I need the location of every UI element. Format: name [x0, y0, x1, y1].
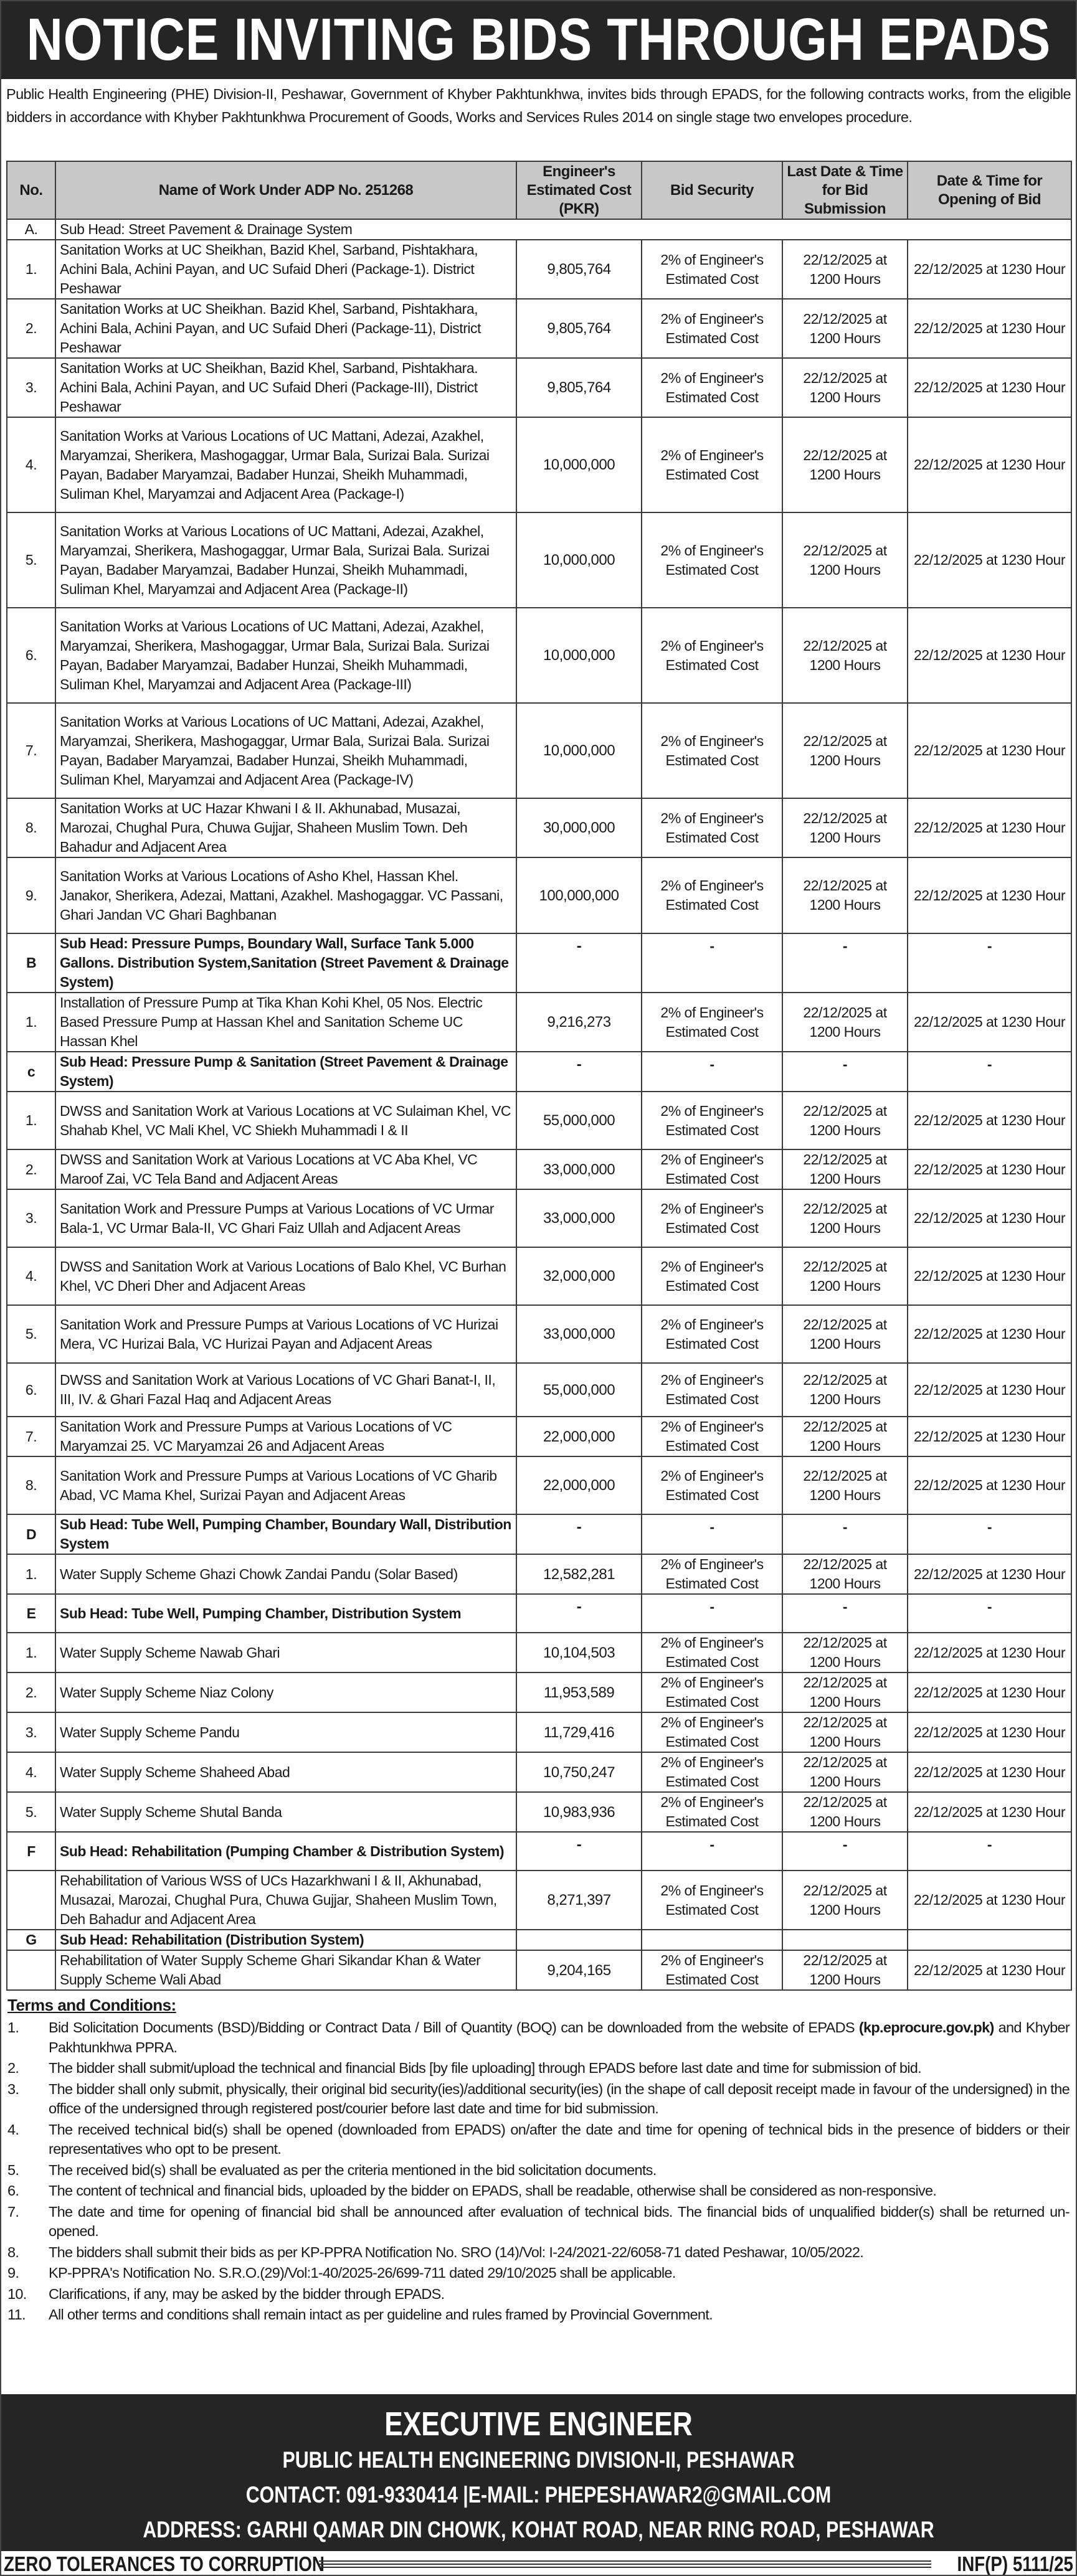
bid-security: 2% of Engineer's Estimated Cost	[642, 608, 782, 703]
last-date-time: 22/12/2025 at 1200 Hours	[782, 358, 908, 417]
work-name: Sanitation Work and Pressure Pumps at Various Locations of VC Gharib Abad, VC Mama Khel, Surizai Payan and Adjacent Areas	[55, 1456, 516, 1514]
estimated-cost	[516, 1930, 642, 1950]
last-date-time: 22/12/2025 at 1200 Hours	[782, 1092, 908, 1149]
header-last-date: Last Date & Time for Bid Submission	[782, 161, 908, 219]
work-name: Sanitation Works at Various Locations of UC Mattani, Adezai, Azakhel, Maryamzai, Sherikera, Mashogaggar, Urmar Bala, Surizai Bala. Surizai Payan, Badaber Maryamzai, Badaber Hunzai, Sheikh Muhammadi, Suliman Khel, Maryamzai and Adjacent Area (Package-II)	[55, 512, 516, 608]
bid-security: 2% of Engineer's Estimated Cost	[642, 299, 782, 358]
work-name: Sanitation Work and Pressure Pumps at Various Locations of VC Maryamzai 25. VC Maryamzai 26 and Adjacent Areas	[55, 1417, 516, 1456]
table-row	[7, 857, 1071, 933]
term-text	[49, 2120, 1070, 2159]
opening-date-time: 22/12/2025 at 1230 Hour	[908, 1092, 1071, 1149]
estimated-cost: 55,000,000	[516, 1092, 642, 1149]
work-name: Water Supply Scheme Niaz Colony	[55, 1673, 516, 1712]
bid-security: -	[642, 933, 782, 993]
table-row	[7, 417, 1071, 512]
opening-date-time: 22/12/2025 at 1230 Hour	[908, 1305, 1071, 1363]
footer-designation: EXECUTIVE ENGINEER	[384, 2405, 693, 2443]
work-name: Water Supply Scheme Pandu	[55, 1712, 516, 1752]
opening-date-time: -	[908, 1832, 1071, 1871]
slogan: ZERO TOLERANCES TO CORRUPTION	[4, 2552, 325, 2575]
opening-date-time: 22/12/2025 at 1230 Hour	[908, 1950, 1071, 1990]
divider-rule	[319, 2560, 931, 2568]
subhead-row	[7, 1052, 1071, 1092]
term-number: 9.	[7, 2265, 19, 2281]
estimated-cost: 32,000,000	[516, 1247, 642, 1305]
subhead-title: Sub Head: Pressure Pumps, Boundary Wall, Surface Tank 5.000 Gallons. Distribution System,Sanitation (Street Pavement & Drainage System)	[55, 933, 516, 993]
estimated-cost: 55,000,000	[516, 1363, 642, 1417]
estimated-cost: 33,000,000	[516, 1149, 642, 1189]
opening-date-time: 22/12/2025 at 1230 Hour	[908, 798, 1071, 857]
work-name: Water Supply Scheme Nawab Ghari	[55, 1633, 516, 1673]
table-row	[7, 1752, 1071, 1792]
bid-security: 2% of Engineer's Estimated Cost	[642, 1417, 782, 1456]
opening-date-time: 22/12/2025 at 1230 Hour	[908, 1554, 1071, 1594]
row-number: 2.	[7, 1149, 55, 1189]
bid-security: 2% of Engineer's Estimated Cost	[642, 1752, 782, 1792]
row-number: 5.	[7, 1305, 55, 1363]
last-date-time: 22/12/2025 at 1200 Hours	[782, 1792, 908, 1832]
last-date-time: -	[782, 1514, 908, 1554]
bid-security: 2% of Engineer's Estimated Cost	[642, 1871, 782, 1930]
table-row	[7, 1363, 1071, 1417]
bid-security: 2% of Engineer's Estimated Cost	[642, 1633, 782, 1673]
work-name: Rehabilitation of Various WSS of UCs Hazarkhwani I & II, Akhunabad, Musazai, Marozai, Chughal Pura, Chuwa Gujjar, Shaheen Muslim Town, Deh Bahadur and Adjacent Area	[55, 1871, 516, 1930]
opening-date-time: 22/12/2025 at 1230 Hour	[908, 993, 1071, 1052]
row-number: 3.	[7, 358, 55, 417]
table-row	[7, 358, 1071, 417]
estimated-cost: -	[516, 1594, 642, 1633]
table-row	[7, 1189, 1071, 1247]
bid-security: 2% of Engineer's Estimated Cost	[642, 1149, 782, 1189]
work-name: Sanitation Works at UC Hazar Khwani I & II. Akhunabad, Musazai, Marozai, Chughal Pura, Chuwa Gujjar, Shaheen Muslim Town. Deh Bahadur and Adjacent Area	[55, 798, 516, 857]
table-row	[7, 798, 1071, 857]
row-number: F	[7, 1832, 55, 1871]
terms-section	[1, 1991, 1076, 2325]
bids-table	[6, 161, 1072, 1991]
estimated-cost: 33,000,000	[516, 1305, 642, 1363]
last-date-time: 22/12/2025 at 1200 Hours	[782, 1363, 908, 1417]
last-date-time: 22/12/2025 at 1200 Hours	[782, 512, 908, 608]
opening-date-time: 22/12/2025 at 1230 Hour	[908, 1456, 1071, 1514]
term-number: 3.	[7, 2080, 19, 2097]
bid-security: 2% of Engineer's Estimated Cost	[642, 1456, 782, 1514]
bid-security: 2% of Engineer's Estimated Cost	[642, 417, 782, 512]
table-row	[7, 1305, 1071, 1363]
last-date-time: 22/12/2025 at 1200 Hours	[782, 1456, 908, 1514]
footer-office: PUBLIC HEALTH ENGINEERING DIVISION-II, PESHAWAR	[282, 2447, 795, 2473]
term-text	[49, 2285, 1070, 2305]
term-number: 1.	[7, 2019, 19, 2036]
subhead-title: Sub Head: Rehabilitation (Distribution System)	[55, 1930, 516, 1950]
header-opening: Date & Time for Opening of Bid	[908, 161, 1071, 219]
work-name: Sanitation Works at UC Sheikhan, Bazid Khel, Sarband, Pishtakhara. Achini Bala, Achini Payan, and UC Sufaid Dheri (Package-III), District Peshawar	[55, 358, 516, 417]
subhead-row	[7, 1832, 1071, 1871]
header-cost: Engineer's Estimated Cost (PKR)	[516, 161, 642, 219]
opening-date-time: 22/12/2025 at 1230 Hour	[908, 1752, 1071, 1792]
term-text-after: and Khyber Pakhtunkhwa PPRA.	[49, 2019, 1070, 2055]
row-number: 7.	[7, 703, 55, 798]
table-row	[7, 1417, 1071, 1456]
row-number: 5.	[7, 1792, 55, 1832]
term-item	[7, 2263, 1070, 2283]
subhead-row	[7, 1930, 1071, 1950]
last-date-time: 22/12/2025 at 1200 Hours	[782, 1950, 908, 1990]
estimated-cost: 22,000,000	[516, 1417, 642, 1456]
estimated-cost: 9,805,764	[516, 299, 642, 358]
term-text-main: The bidders shall submit their bids as per KP-PPRA Notification No. SRO (14)/Vol: I-24/2021-22/6058-71 dated Peshawar, 10/05/2022.	[49, 2243, 864, 2260]
estimated-cost: 9,805,764	[516, 240, 642, 299]
intro-paragraph: Public Health Engineering (PHE) Division-II, Peshawar, Government of Khyber Pakhtunkhwa, invites bids through EPADS, for the following contracts works, from the eligible bidders in accordance with Khyber Pakhtunkhwa Procurement of Goods, Works and Services Rules 2014 on single stage two envelopes procedure.	[6, 86, 1071, 125]
last-date-time: -	[782, 933, 908, 993]
term-item	[7, 2202, 1070, 2242]
opening-date-time	[908, 1930, 1071, 1950]
estimated-cost: 10,000,000	[516, 512, 642, 608]
term-text	[49, 2018, 1070, 2057]
bid-security: 2% of Engineer's Estimated Cost	[642, 1305, 782, 1363]
estimated-cost: 8,271,397	[516, 1871, 642, 1930]
estimated-cost: 11,729,416	[516, 1712, 642, 1752]
subhead-title: Sub Head: Tube Well, Pumping Chamber, Boundary Wall, Distribution System	[55, 1514, 516, 1554]
opening-date-time: -	[908, 1514, 1071, 1554]
term-text	[49, 2161, 1070, 2181]
work-name: Sanitation Work and Pressure Pumps at Various Locations of VC Urmar Bala-1, VC Urmar Bala-II, VC Ghari Faiz Ullah and Adjacent Areas	[55, 1189, 516, 1247]
row-number: 8.	[7, 798, 55, 857]
work-name: Sanitation Works at UC Sheikhan, Bazid Khel, Sarband, Pishtakhara, Achini Bala, Achini Payan, and UC Sufaid Dheri (Package-1). District Peshawar	[55, 240, 516, 299]
last-date-time: 22/12/2025 at 1200 Hours	[782, 1633, 908, 1673]
term-item	[7, 2285, 1070, 2305]
term-number: 8.	[7, 2243, 19, 2260]
bid-security: 2% of Engineer's Estimated Cost	[642, 857, 782, 933]
term-text-main: The content of technical and financial bids, uploaded by the bidder on EPADS, shall be readable, otherwise shall be considered as non-responsive.	[49, 2182, 937, 2199]
term-text-main: The bidder shall only submit, physically, their original bid security(ies)/additional security(ies) (in the shape of call deposit receipt made in favour of the undersigned) in the office of the undersigned through registered post/courier before last date and time for bid submission.	[49, 2080, 1070, 2116]
row-number: 4.	[7, 1247, 55, 1305]
bid-security: 2% of Engineer's Estimated Cost	[642, 1189, 782, 1247]
row-number: 1.	[7, 1092, 55, 1149]
work-name: DWSS and Sanitation Work at Various Locations of Balo Khel, VC Burhan Khel, VC Dheri Dher and Adjacent Areas	[55, 1247, 516, 1305]
bid-security: 2% of Engineer's Estimated Cost	[642, 240, 782, 299]
last-date-time: -	[782, 1832, 908, 1871]
last-date-time: 22/12/2025 at 1200 Hours	[782, 1149, 908, 1189]
subhead-row	[7, 933, 1071, 993]
opening-date-time: 22/12/2025 at 1230 Hour	[908, 857, 1071, 933]
row-number: 5.	[7, 512, 55, 608]
bid-security: 2% of Engineer's Estimated Cost	[642, 1950, 782, 1990]
estimated-cost: 30,000,000	[516, 798, 642, 857]
work-name: Sanitation Work and Pressure Pumps at Various Locations of VC Hurizai Mera, VC Hurizai Bala, VC Hurizai Payan and Adjacent Areas	[55, 1305, 516, 1363]
bid-security: -	[642, 1594, 782, 1633]
work-name: Sanitation Works at Various Locations of UC Mattani, Adezai, Azakhel, Maryamzai, Sherikera, Mashogaggar, Urmar Bala, Surizai Bala. Surizai Payan, Badaber Maryamzai, Badaber Hunzai, Sheikh Muhammadi, Suliman Khel, Maryamzai and Adjacent Area (Package-I)	[55, 417, 516, 512]
row-number: A.	[7, 219, 55, 240]
work-name: Installation of Pressure Pump at Tika Khan Kohi Khel, 05 Nos. Electric Based Pressure Pump at Hassan Khel and Sanitation Scheme UC Hassan Khel	[55, 993, 516, 1052]
opening-date-time: 22/12/2025 at 1230 Hour	[908, 1363, 1071, 1417]
last-date-time: 22/12/2025 at 1200 Hours	[782, 798, 908, 857]
term-text-main: The date and time for opening of financial bid shall be announced after evaluation of technical bids. The financial bids of unqualified bidder(s) shall be returned un-opened.	[49, 2203, 1070, 2239]
term-item	[7, 2161, 1070, 2181]
term-number: 2.	[7, 2060, 19, 2076]
header-no: No.	[7, 161, 55, 219]
terms-list	[7, 2018, 1070, 2325]
estimated-cost: 33,000,000	[516, 1189, 642, 1247]
row-number: 8.	[7, 1456, 55, 1514]
estimated-cost: 10,000,000	[516, 417, 642, 512]
row-number: G	[7, 1930, 55, 1950]
term-item	[7, 2018, 1070, 2057]
table-header-row	[7, 161, 1071, 219]
row-number: 6.	[7, 1363, 55, 1417]
term-item	[7, 2120, 1070, 2159]
row-number	[7, 1871, 55, 1930]
opening-date-time: 22/12/2025 at 1230 Hour	[908, 358, 1071, 417]
row-number: 1.	[7, 1633, 55, 1673]
work-name: Water Supply Scheme Shutal Banda	[55, 1792, 516, 1832]
opening-date-time: 22/12/2025 at 1230 Hour	[908, 608, 1071, 703]
term-text	[49, 2263, 1070, 2283]
bid-security: -	[642, 1514, 782, 1554]
term-number: 7.	[7, 2203, 19, 2220]
bid-security: 2% of Engineer's Estimated Cost	[642, 1363, 782, 1417]
table-row	[7, 1673, 1071, 1712]
subhead-row	[7, 219, 1071, 240]
last-date-time: 22/12/2025 at 1200 Hours	[782, 1305, 908, 1363]
estimated-cost: 22,000,000	[516, 1456, 642, 1514]
row-number: 4.	[7, 1752, 55, 1792]
opening-date-time: 22/12/2025 at 1230 Hour	[908, 512, 1071, 608]
bid-security: 2% of Engineer's Estimated Cost	[642, 1554, 782, 1594]
subhead-title: Sub Head: Street Pavement & Drainage System	[55, 219, 1071, 240]
last-date-time: 22/12/2025 at 1200 Hours	[782, 1247, 908, 1305]
last-date-time: 22/12/2025 at 1200 Hours	[782, 703, 908, 798]
row-number: 1.	[7, 993, 55, 1052]
work-name: DWSS and Sanitation Work at Various Locations at VC Aba Khel, VC Maroof Zai, VC Tela Band and Adjacent Areas	[55, 1149, 516, 1189]
table-row	[7, 608, 1071, 703]
estimated-cost: 10,104,503	[516, 1633, 642, 1673]
last-date-time: 22/12/2025 at 1200 Hours	[782, 1673, 908, 1712]
subhead-title: Sub Head: Rehabilitation (Pumping Chamber & Distribution System)	[55, 1832, 516, 1871]
estimated-cost: 10,000,000	[516, 703, 642, 798]
work-name: Water Supply Scheme Ghazi Chowk Zandai Pandu (Solar Based)	[55, 1554, 516, 1594]
table-row	[7, 703, 1071, 798]
page-title: NOTICE INVITING BIDS THROUGH EPADS	[26, 6, 1051, 73]
row-number: 1.	[7, 1554, 55, 1594]
term-text-main: The received technical bid(s) shall be opened (downloaded from EPADS) on/after the date and time for opening of technical bids in the presence of bidders or their representatives who opt to be present.	[49, 2121, 1070, 2157]
bid-security: 2% of Engineer's Estimated Cost	[642, 1673, 782, 1712]
opening-date-time: 22/12/2025 at 1230 Hour	[908, 1189, 1071, 1247]
term-text	[49, 2080, 1070, 2119]
estimated-cost: 11,953,589	[516, 1673, 642, 1712]
footer-banner	[0, 2394, 1077, 2551]
title-banner	[0, 0, 1077, 79]
opening-date-time: -	[908, 1052, 1071, 1092]
opening-date-time: 22/12/2025 at 1230 Hour	[908, 1149, 1071, 1189]
last-date-time: 22/12/2025 at 1200 Hours	[782, 1189, 908, 1247]
term-text-main: All other terms and conditions shall remain intact as per guideline and rules framed by Provincial Government.	[49, 2306, 713, 2323]
work-name: DWSS and Sanitation Work at Various Locations at VC Sulaiman Khel, VC Shahab Khel, VC Mali Khel, VC Shiekh Muhammadi I & II	[55, 1092, 516, 1149]
last-date-time: 22/12/2025 at 1200 Hours	[782, 299, 908, 358]
opening-date-time: 22/12/2025 at 1230 Hour	[908, 1417, 1071, 1456]
footer-address: ADDRESS: GARHI QAMAR DIN CHOWK, KOHAT ROAD, NEAR RING ROAD, PESHAWAR	[143, 2517, 934, 2542]
term-text-main: Bid Solicitation Documents (BSD)/Bidding or Contract Data / Bill of Quantity (BOQ) can be downloaded from the website of EPADS	[49, 2019, 859, 2036]
row-number: 2.	[7, 1673, 55, 1712]
estimated-cost: 10,000,000	[516, 608, 642, 703]
table-row	[7, 1712, 1071, 1752]
opening-date-time: 22/12/2025 at 1230 Hour	[908, 703, 1071, 798]
opening-date-time: 22/12/2025 at 1230 Hour	[908, 1792, 1071, 1832]
opening-date-time: 22/12/2025 at 1230 Hour	[908, 1871, 1071, 1930]
term-number: 11.	[7, 2306, 26, 2323]
table-row	[7, 1554, 1071, 1594]
bid-security: 2% of Engineer's Estimated Cost	[642, 512, 782, 608]
table-row	[7, 1092, 1071, 1149]
last-date-time: 22/12/2025 at 1200 Hours	[782, 1417, 908, 1456]
footer-contact: CONTACT: 091-9330414 |E-MAIL: PHEPESHAWAR2@GMAIL.COM	[245, 2482, 832, 2508]
bid-security: 2% of Engineer's Estimated Cost	[642, 798, 782, 857]
last-date-time: 22/12/2025 at 1200 Hours	[782, 1712, 908, 1752]
bid-security: 2% of Engineer's Estimated Cost	[642, 1092, 782, 1149]
term-text-main: The bidder shall submit/upload the technical and financial Bids [by file uploading] through EPADS before last date and time for submission of bid.	[49, 2060, 921, 2076]
last-date-time: 22/12/2025 at 1200 Hours	[782, 1752, 908, 1792]
last-date-time: 22/12/2025 at 1200 Hours	[782, 993, 908, 1052]
term-text	[49, 2243, 1070, 2263]
row-number: B	[7, 933, 55, 993]
term-item	[7, 2080, 1070, 2119]
subhead-title: Sub Head: Tube Well, Pumping Chamber, Distribution System	[55, 1594, 516, 1633]
estimated-cost: -	[516, 1514, 642, 1554]
term-text-main: Clarifications, if any, may be asked by the bidder through EPADS.	[49, 2285, 445, 2302]
work-name: Sanitation Works at Various Locations of UC Mattani, Adezai, Azakhel, Maryamzai, Sherikera, Mashogaggar, Urmar Bala, Surizai Bala. Surizai Payan, Badaber Maryamzai, Badaber Hunzai, Sheikh Muhammadi, Suliman Khel, Maryamzai and Adjacent Area (Package-III)	[55, 608, 516, 703]
opening-date-time: -	[908, 1594, 1071, 1633]
opening-date-time: 22/12/2025 at 1230 Hour	[908, 299, 1071, 358]
row-number: 6.	[7, 608, 55, 703]
terms-heading: Terms and Conditions:	[7, 1996, 176, 2014]
work-name: Sanitation Works at Various Locations of UC Mattani, Adezai, Azakhel, Maryamzai, Sherikera, Mashogaggar, Urmar Bala, Surizai Bala. Surizai Payan, Badaber Maryamzai, Badaber Hunzai, Sheikh Muhammadi, Suliman Khel, Maryamzai and Adjacent Area (Package-IV)	[55, 703, 516, 798]
bid-security: 2% of Engineer's Estimated Cost	[642, 1792, 782, 1832]
last-date-time	[782, 1930, 908, 1950]
bid-security: 2% of Engineer's Estimated Cost	[642, 1712, 782, 1752]
last-date-time: 22/12/2025 at 1200 Hours	[782, 1554, 908, 1594]
term-text	[49, 2305, 1070, 2325]
row-number: 7.	[7, 1417, 55, 1456]
opening-date-time: 22/12/2025 at 1230 Hour	[908, 240, 1071, 299]
term-item	[7, 2305, 1070, 2325]
work-name: DWSS and Sanitation Work at Various Locations of VC Ghari Banat-I, II, III, IV. & Ghari Fazal Haq and Adjacent Areas	[55, 1363, 516, 1417]
row-number: 3.	[7, 1712, 55, 1752]
opening-date-time: -	[908, 933, 1071, 993]
estimated-cost: -	[516, 933, 642, 993]
opening-date-time: 22/12/2025 at 1230 Hour	[908, 1633, 1071, 1673]
last-date-time: 22/12/2025 at 1200 Hours	[782, 857, 908, 933]
opening-date-time: 22/12/2025 at 1230 Hour	[908, 1673, 1071, 1712]
estimated-cost: 10,983,936	[516, 1792, 642, 1832]
table-row	[7, 1247, 1071, 1305]
table-row	[7, 1871, 1071, 1930]
term-text	[49, 2059, 1070, 2078]
last-date-time: 22/12/2025 at 1200 Hours	[782, 1871, 908, 1930]
bottom-strip	[1, 2552, 1076, 2576]
row-number	[7, 1950, 55, 1990]
table-row	[7, 993, 1071, 1052]
estimated-cost: -	[516, 1052, 642, 1092]
row-number: E	[7, 1594, 55, 1633]
bid-security: 2% of Engineer's Estimated Cost	[642, 358, 782, 417]
bid-security: 2% of Engineer's Estimated Cost	[642, 993, 782, 1052]
row-number: 9.	[7, 857, 55, 933]
last-date-time: -	[782, 1052, 908, 1092]
term-text	[49, 2181, 1070, 2201]
estimated-cost: 12,582,281	[516, 1554, 642, 1594]
bid-security: 2% of Engineer's Estimated Cost	[642, 703, 782, 798]
row-number: 3.	[7, 1189, 55, 1247]
table-row	[7, 240, 1071, 299]
work-name: Rehabilitation of Water Supply Scheme Ghari Sikandar Khan & Water Supply Scheme Wali Abad	[55, 1950, 516, 1990]
row-number: D	[7, 1514, 55, 1554]
last-date-time: 22/12/2025 at 1200 Hours	[782, 417, 908, 512]
bid-security: -	[642, 1832, 782, 1871]
last-date-time: 22/12/2025 at 1200 Hours	[782, 240, 908, 299]
opening-date-time: 22/12/2025 at 1230 Hour	[908, 417, 1071, 512]
opening-date-time: 22/12/2025 at 1230 Hour	[908, 1247, 1071, 1305]
estimated-cost: 10,750,247	[516, 1752, 642, 1792]
estimated-cost: 9,805,764	[516, 358, 642, 417]
reference-number: INF(P) 5111/25	[957, 2552, 1073, 2575]
estimated-cost: 9,216,273	[516, 993, 642, 1052]
bids-table-body	[7, 219, 1071, 1990]
term-item	[7, 2243, 1070, 2263]
term-item	[7, 2059, 1070, 2078]
subhead-title: Sub Head: Pressure Pump & Sanitation (Street Pavement & Drainage System)	[55, 1052, 516, 1092]
header-name: Name of Work Under ADP No. 251268	[55, 161, 516, 219]
term-text-main: The received bid(s) shall be evaluated as per the criteria mentioned in the bid solicitation documents.	[49, 2161, 657, 2178]
table-row	[7, 512, 1071, 608]
bid-security	[642, 1930, 782, 1950]
last-date-time: 22/12/2025 at 1200 Hours	[782, 608, 908, 703]
work-name: Sanitation Works at UC Sheikhan. Bazid Khel, Sarband, Pishtakhara, Achini Bala, Achini Payan, and UC Sufaid Dheri (Package-11), District Peshawar	[55, 299, 516, 358]
header-security: Bid Security	[642, 161, 782, 219]
table-row	[7, 299, 1071, 358]
row-number: 2.	[7, 299, 55, 358]
subhead-row	[7, 1594, 1071, 1633]
work-name: Sanitation Works at Various Locations of Asho Khel, Hassan Khel. Janakor, Sherikera, Adezai, Mattani, Azakhel. Mashogaggar. VC Passani, Ghari Jandan VC Ghari Baghbanan	[55, 857, 516, 933]
table-row	[7, 1950, 1071, 1990]
term-number: 5.	[7, 2161, 19, 2178]
term-number: 4.	[7, 2121, 19, 2138]
opening-date-time: 22/12/2025 at 1230 Hour	[908, 1712, 1071, 1752]
estimated-cost: -	[516, 1832, 642, 1871]
epads-website-link[interactable]: (kp.eprocure.gov.pk)	[858, 2019, 994, 2036]
bid-security: -	[642, 1052, 782, 1092]
term-number: 6.	[7, 2182, 19, 2199]
table-row	[7, 1792, 1071, 1832]
last-date-time: -	[782, 1594, 908, 1633]
table-row	[7, 1149, 1071, 1189]
table-row	[7, 1633, 1071, 1673]
row-number: c	[7, 1052, 55, 1092]
estimated-cost: 9,204,165	[516, 1950, 642, 1990]
term-item	[7, 2181, 1070, 2201]
term-text-main: KP-PPRA's Notification No. S.R.O.(29)/Vol:1-40/2025-26/699-711 dated 29/10/2025 shall be applicable.	[49, 2265, 676, 2281]
term-number: 10.	[7, 2285, 27, 2302]
estimated-cost: 100,000,000	[516, 857, 642, 933]
row-number: 1.	[7, 240, 55, 299]
term-text	[49, 2202, 1070, 2242]
work-name: Water Supply Scheme Shaheed Abad	[55, 1752, 516, 1792]
subhead-row	[7, 1514, 1071, 1554]
row-number: 4.	[7, 417, 55, 512]
table-row	[7, 1456, 1071, 1514]
bid-security: 2% of Engineer's Estimated Cost	[642, 1247, 782, 1305]
